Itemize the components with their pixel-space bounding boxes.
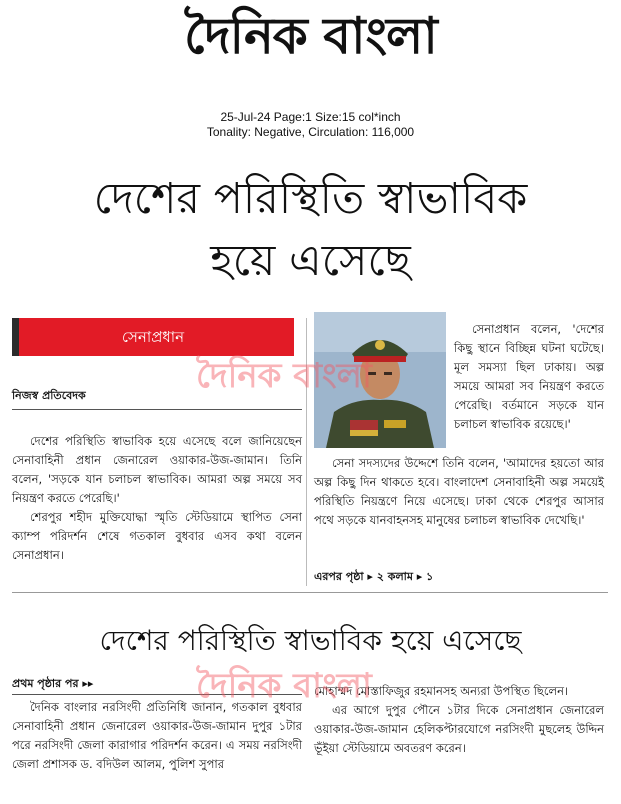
section-label: সেনাপ্রধান bbox=[121, 328, 185, 346]
jump-from-label: প্রথম পৃষ্ঠার পর ▸▸ bbox=[12, 677, 94, 690]
masthead-logo: দৈনিক বাংলা bbox=[184, 7, 437, 65]
article-right-bottom bbox=[314, 454, 604, 530]
article-paragraph: শেরপুর শহীদ মুক্তিযোদ্ধা স্মৃতি স্টেডিয়ামে স্থাপিত সেনা ক্যাম্প পরিদর্শন শেষে গতকাল বুধবার এসব কথা বলেন সেনাপ্রধান। bbox=[12, 510, 302, 562]
clipping-meta-line-1: 25-Jul-24 Page:1 Size:15 col*inch bbox=[220, 110, 401, 124]
article-paragraph: সেনাপ্রধান বলেন, 'দেশের কিছু স্থানে বিচ্ছিন্ন ঘটনা ঘটেছে। মূল সমস্যা ছিল ঢাকায়। অল্প সময়ে আমরা সব নিয়ন্ত্রণ করতে পেরেছি। বর্তমানে সড়কে যান চলাচল স্বাভাবিক রয়েছে।' bbox=[454, 322, 604, 431]
headline-line-1: দেশের পরিস্থিতি স্বাভাবিক bbox=[93, 174, 528, 224]
byline: নিজস্ব প্রতিবেদক bbox=[12, 389, 86, 402]
article-paragraph: মোহাম্মদ মোস্তাফিজুর রহমানসহ অন্যরা উপস্থিত ছিলেন। bbox=[314, 684, 569, 698]
article-paragraph: দেশের পরিস্থিতি স্বাভাবিক হয়ে এসেছে বলে জানিয়েছেন সেনাবাহিনী প্রধান জেনারেল ওয়াকার-উজ-জামান। তিনি বলেন, 'সড়কে যান চলাচল স্বাভাবিক। আমরা অল্প সময়ে সব নিয়ন্ত্রণ করতে পেরেছি।' bbox=[12, 434, 302, 505]
byline-divider bbox=[12, 409, 302, 410]
continued-on-page: এরপর পৃষ্ঠা ▸ ২ কলাম ▸ ১ bbox=[314, 570, 434, 583]
article-paragraph: এর আগে দুপুর পৌনে ১টার দিকে সেনাপ্রধান জেনারেল ওয়াকার-উজ-জামান হেলিকপ্টারযোগে নরসিংদী মুছলেহ উদ্দিন ভূঁইয়া স্টেডিয়ামে অবতরণ করেন। bbox=[314, 703, 604, 755]
watermark: দৈনিক বাংলা bbox=[196, 666, 372, 706]
watermark: দৈনিক বাংলা bbox=[196, 356, 372, 396]
article-right-top bbox=[454, 320, 604, 434]
article-paragraph: সেনা সদস্যদের উদ্দেশে তিনি বলেন, 'আমাদের হয়তো আর অল্প কিছু দিন থাকতে হবে। বাংলাদেশ সেনাবাহিনী অল্প সময়েই পরিস্থিতি নিয়ন্ত্রণে নিয়ে এসেছে। ঢাকা থেকে শেরপুর আসার পথে সড়কে যানবাহনসহ মানুষের চলাচল স্বাভাবিক দেখেছি।' bbox=[314, 456, 604, 527]
article-paragraph: দৈনিক বাংলার নরসিংদী প্রতিনিধি জানান, গতকাল বুধবার সেনাবাহিনী প্রধান জেনারেল ওয়াকার-উজ-জামান দুপুর ১টার পরে নরসিংদী জেলা কারাগার পরিদর্শন করেন। এ সময় নরসিংদী জেলা প্রশাসক ড. বদিউল আলম, পুলিশ সুপার bbox=[12, 700, 302, 771]
jump-headline: দেশের পরিস্থিতি স্বাভাবিক হয়ে এসেছে bbox=[99, 624, 522, 657]
section-divider bbox=[12, 592, 608, 593]
headline-line-2: হয়ে এসেছে bbox=[210, 236, 411, 286]
article-left-column bbox=[12, 432, 302, 565]
clipping-meta-line-2: Tonality: Negative, Circulation: 116,000 bbox=[206, 125, 415, 139]
